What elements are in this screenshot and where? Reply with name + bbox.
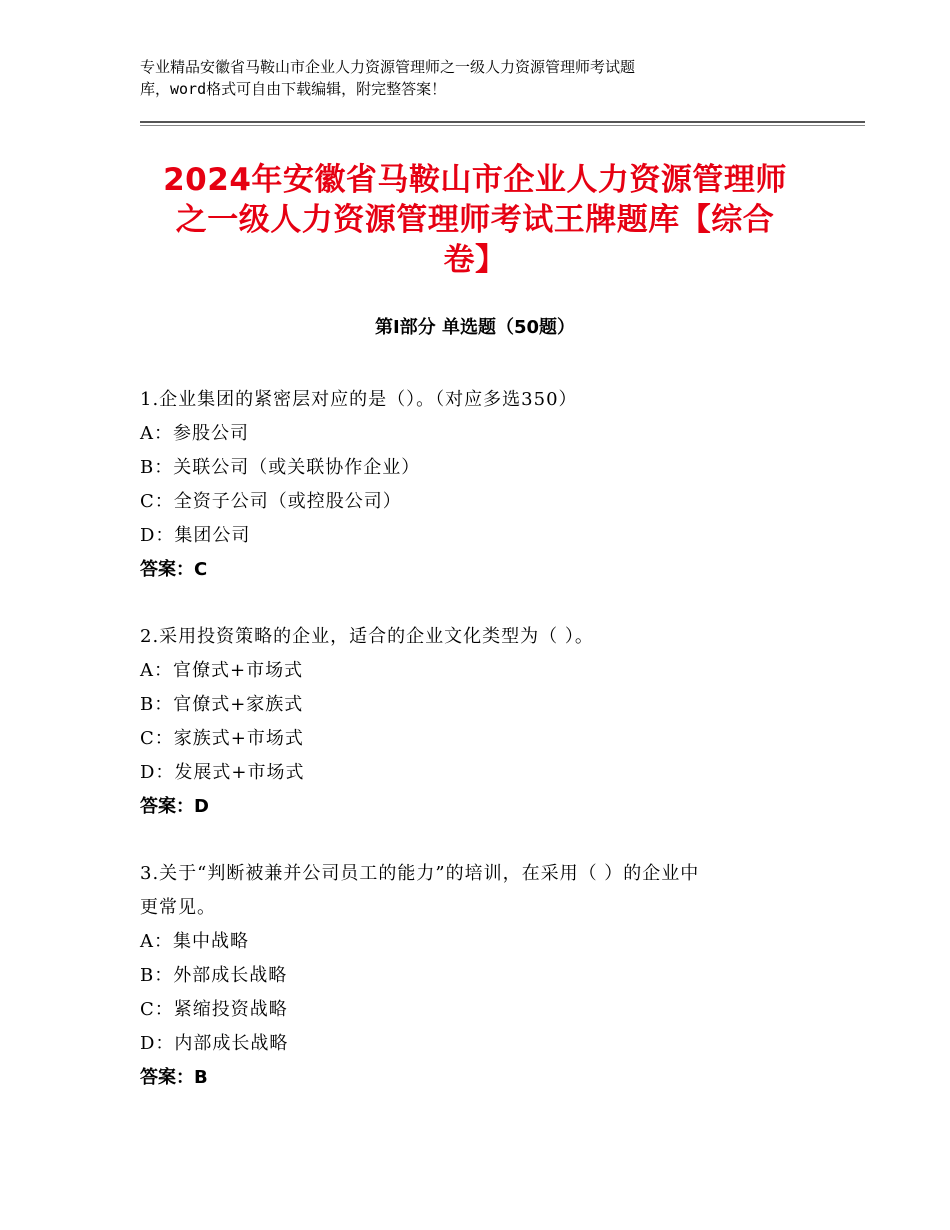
option-a: A：官僚式+市场式 bbox=[140, 660, 304, 681]
option-c: C：家族式+市场式 bbox=[140, 728, 304, 749]
option-d: D：发展式+市场式 bbox=[140, 762, 305, 783]
option-c: C：全资子公司（或控股公司） bbox=[140, 491, 402, 512]
question-1 bbox=[140, 383, 820, 587]
question-2 bbox=[140, 620, 820, 824]
answer: 答案：B bbox=[140, 1067, 208, 1088]
question-stem bbox=[140, 857, 820, 925]
document-title-line: 卷】 bbox=[443, 242, 507, 278]
header-note-line: 库，word格式可自由下载编辑，附完整答案！ bbox=[140, 80, 447, 98]
document-title-line: 2024年安徽省马鞍山市企业人力资源管理师 bbox=[163, 162, 787, 198]
question-stem-line: 1.企业集团的紧密层对应的是（）。（对应多选350） bbox=[140, 389, 578, 410]
header-note-line: 专业精品安徽省马鞍山市企业人力资源管理师之一级人力资源管理师考试题 bbox=[140, 58, 636, 76]
option-d: D：集团公司 bbox=[140, 525, 251, 546]
header-divider bbox=[140, 121, 865, 123]
question-stem-line: 更常见。 bbox=[140, 897, 216, 918]
option-a: A：集中战略 bbox=[140, 931, 249, 952]
option-b: B：官僚式+家族式 bbox=[140, 694, 304, 715]
option-c: C：紧缩投资战略 bbox=[140, 999, 288, 1020]
option-d: D：内部成长战略 bbox=[140, 1033, 289, 1054]
document-title bbox=[110, 160, 840, 280]
document-title-line: 之一级人力资源管理师考试王牌题库【综合 bbox=[175, 202, 775, 238]
header-divider-thin bbox=[140, 125, 865, 126]
question-list bbox=[140, 383, 820, 1128]
question-stem-line: 3.关于“判断被兼并公司员工的能力”的培训，在采用（ ）的企业中 bbox=[140, 863, 700, 884]
answer: 答案：D bbox=[140, 796, 209, 817]
header-note bbox=[140, 56, 780, 100]
question-3 bbox=[140, 857, 820, 1095]
question-stem-line: 2.采用投资策略的企业，适合的企业文化类型为（ ）。 bbox=[140, 626, 594, 647]
answer: 答案：C bbox=[140, 559, 208, 580]
option-a: A：参股公司 bbox=[140, 423, 249, 444]
question-stem bbox=[140, 620, 820, 654]
option-b: B：外部成长战略 bbox=[140, 965, 288, 986]
option-b: B：关联公司（或关联协作企业） bbox=[140, 457, 421, 478]
section-title: 第Ⅰ部分 单选题（50题） bbox=[374, 317, 575, 338]
question-stem bbox=[140, 383, 820, 417]
